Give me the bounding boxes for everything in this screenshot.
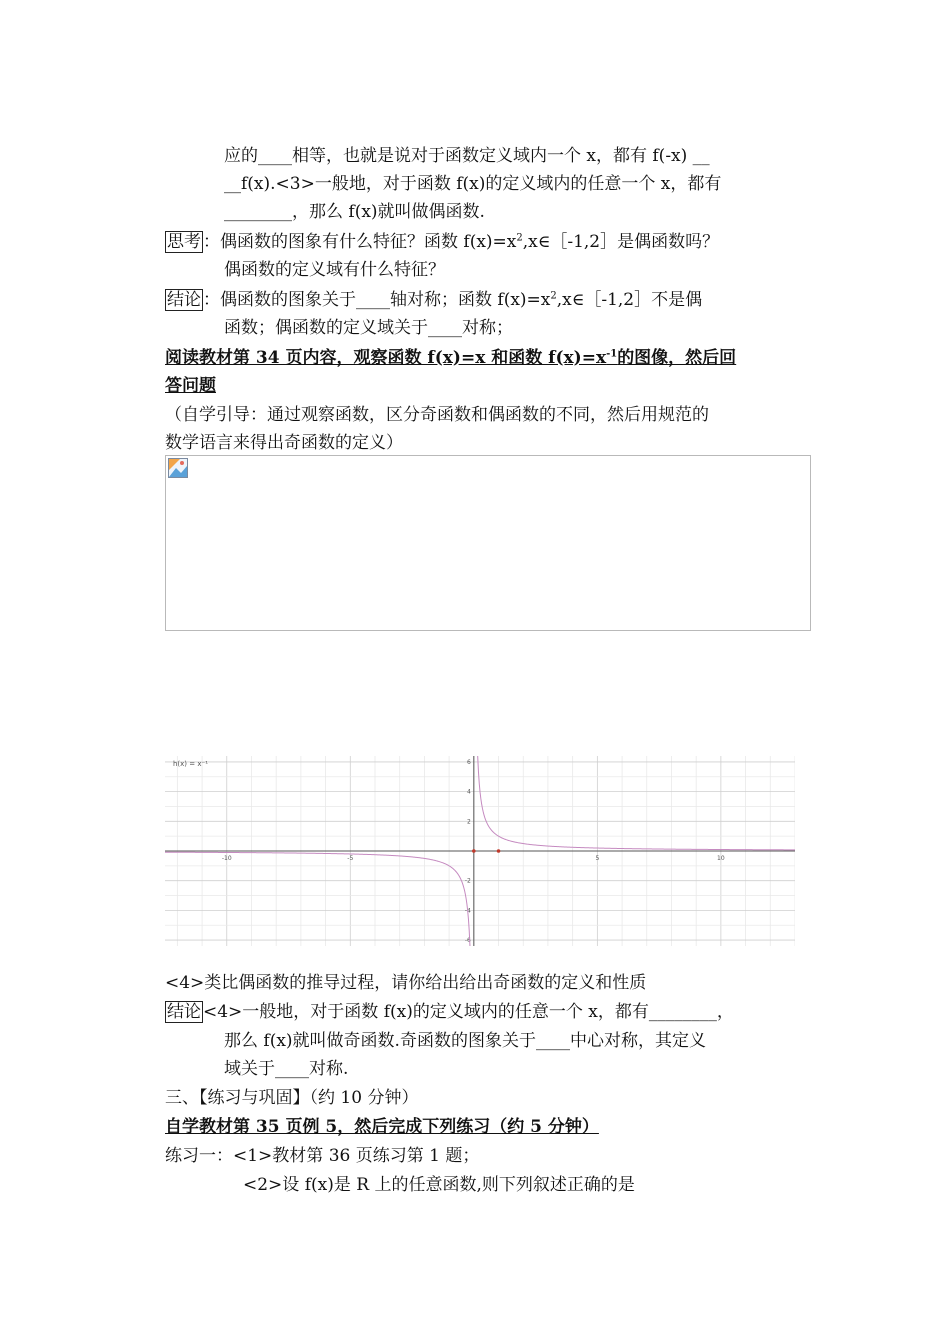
broken-image-icon [168, 458, 188, 478]
text-line-2: __f(x).<3>一般地，对于函数 f(x)的定义域内的任意一个 x，都有 [224, 174, 722, 194]
superscript-2: 2 [550, 290, 557, 302]
conclusion-text-a: ：偶函数的图象关于____轴对称；函数 f(x)=x [203, 290, 551, 310]
exercise-1: 练习一：<1>教材第 36 页练习第 1 题； [165, 1146, 480, 1166]
graph-axes [165, 756, 795, 946]
reading-task-line-2: 答问题 [165, 376, 216, 396]
question-4: <4>类比偶函数的推导过程，请你给出给出奇函数的定义和性质 [165, 973, 647, 993]
conclusion-label: 结论 [167, 290, 201, 310]
think-text-b: ,x∈［-1,2］是偶函数吗？ [522, 232, 720, 252]
y-tick-label: 4 [466, 788, 471, 796]
conclusion2-line-2: 那么 f(x)就叫做奇函数.奇函数的图象关于____中心对称，其定义 [224, 1031, 706, 1051]
x-tick-label: 10 [717, 855, 725, 862]
guide-line-2: 数学语言来得出奇函数的定义） [165, 433, 403, 453]
conclusion-text-b: ,x∈［-1,2］不是偶 [556, 290, 703, 310]
reading-text-a: 阅读教材第 34 页内容，观察函数 f(x)=x 和函数 f(x)=x [165, 348, 607, 368]
conclusion-line-1 [165, 289, 702, 311]
conclusion2-label: 结论 [167, 1002, 201, 1022]
conclusion2-line-1 [165, 1001, 734, 1023]
think-text-a: ：偶函数的图象有什么特征？函数 f(x)=x [203, 232, 517, 252]
x-tick-label: -5 [347, 855, 354, 862]
graph-point [472, 849, 476, 853]
conclusion2-line-3: 域关于____对称. [224, 1059, 349, 1079]
y-tick-label: 2 [466, 818, 471, 826]
superscript-2: 2 [516, 232, 523, 244]
y-tick-label: -6 [464, 937, 471, 945]
think-label: 思考 [167, 232, 201, 252]
exercise-2: <2>设 f(x)是 R 上的任意函数,则下列叙述正确的是 [243, 1175, 635, 1195]
conclusion2-text: <4>一般地，对于函数 f(x)的定义域内的任意一个 x，都有________， [203, 1002, 734, 1022]
section-3-heading: 三、【练习与巩固】（约 10 分钟） [165, 1088, 419, 1108]
image-placeholder-frame [165, 455, 811, 631]
graph-point [497, 849, 501, 853]
y-tick-label: -2 [464, 877, 471, 885]
think-line-2: 偶函数的定义域有什么特征？ [224, 260, 445, 280]
x-tick-label: 5 [595, 855, 600, 862]
text-line-1: 应的____相等，也就是说对于函数定义域内一个 x，都有 f(-x) __ [224, 146, 710, 166]
conclusion-line-2: 函数；偶函数的定义域关于____对称； [224, 318, 513, 338]
reading-task-line-1 [165, 347, 736, 369]
guide-line-1: （自学引导：通过观察函数，区分奇函数和偶函数的不同，然后用规范的 [165, 405, 709, 425]
x-tick-label: -10 [221, 855, 232, 862]
y-tick-label: -4 [464, 907, 471, 915]
reciprocal-function-graph [165, 756, 795, 946]
reading-text-b: 的图像，然后回 [617, 348, 737, 368]
graph-title: h(x) = x⁻¹ [173, 760, 208, 768]
self-study-task: 自学教材第 35 页例 5，然后完成下列练习（约 5 分钟） [165, 1117, 599, 1137]
text-line-3: ________，那么 f(x)就叫做偶函数. [224, 202, 485, 222]
think-line-1 [165, 231, 719, 253]
y-tick-label: 6 [466, 758, 471, 766]
superscript-neg1: -1 [606, 348, 618, 360]
